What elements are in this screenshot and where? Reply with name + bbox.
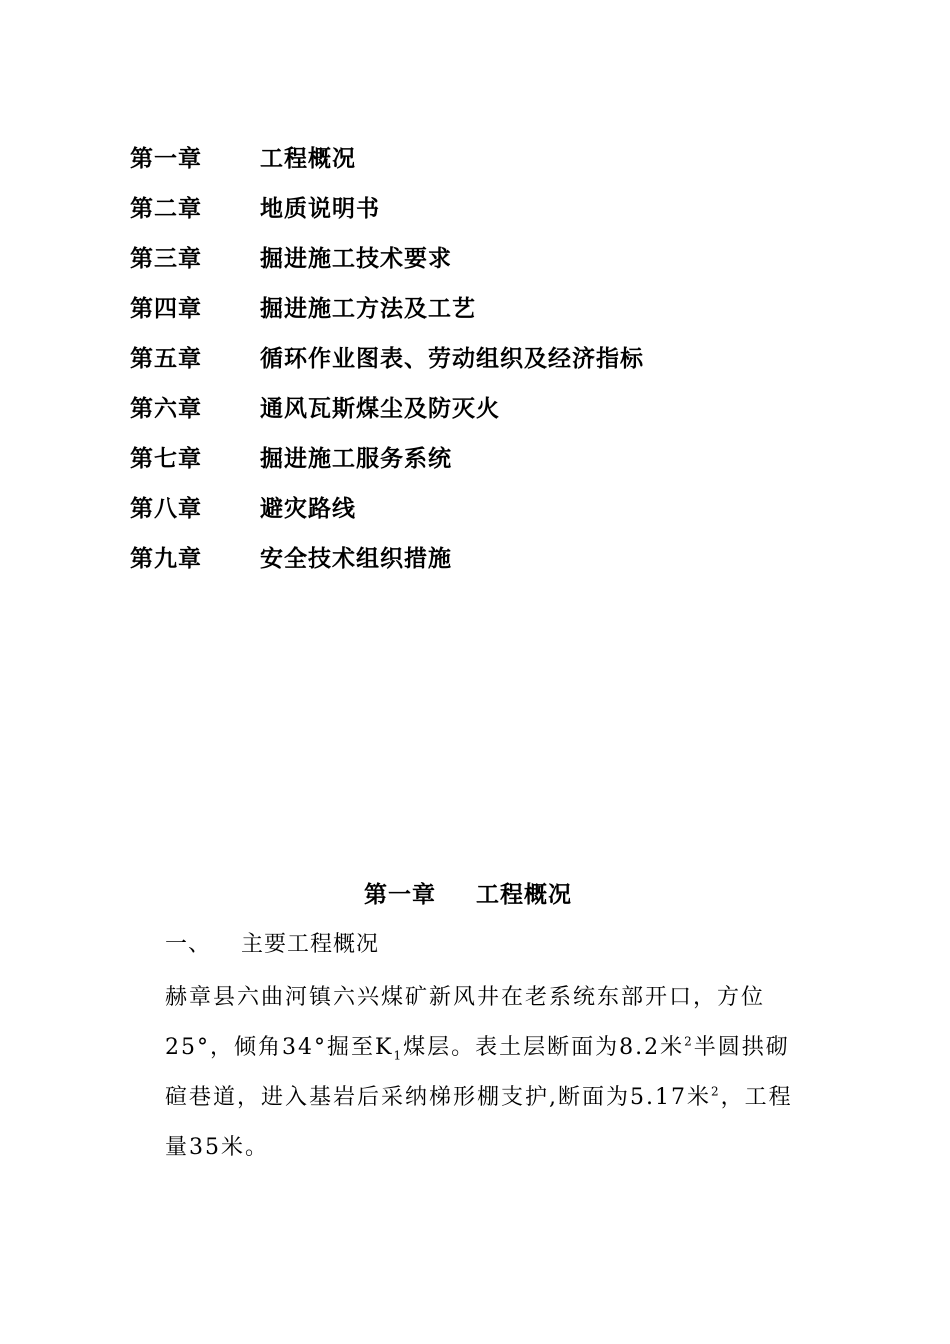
toc-item xyxy=(130,381,830,431)
toc-chapter-title: 通风瓦斯煤尘及防灭火 xyxy=(260,394,500,422)
toc-chapter-title: 循环作业图表、劳动组织及经济指标 xyxy=(260,344,644,372)
toc-chapter-title: 掘进施工方法及工艺 xyxy=(260,294,476,322)
toc-chapter-title: 工程概况 xyxy=(260,144,356,172)
toc-chapter-number: 第四章 xyxy=(130,294,202,322)
superscript: 2 xyxy=(684,1034,694,1049)
toc-chapter-number: 第七章 xyxy=(130,444,202,472)
toc-chapter-number: 第六章 xyxy=(130,394,202,422)
paragraph-text: 半圆拱砌碹巷道，进入基岩后采纳梯形棚支护,断面为5.17米 xyxy=(165,1035,790,1110)
toc-item xyxy=(130,531,830,581)
subheading xyxy=(165,927,379,958)
toc-chapter-number: 第五章 xyxy=(130,344,202,372)
section-heading xyxy=(0,876,936,909)
toc-item xyxy=(130,431,830,481)
subheading-text: 主要工程概况 xyxy=(241,932,380,957)
toc-chapter-title: 避灾路线 xyxy=(260,494,356,522)
toc-item xyxy=(130,281,830,331)
toc-item xyxy=(130,481,830,531)
body-paragraph xyxy=(165,973,810,1173)
toc-chapter-title: 地质说明书 xyxy=(260,194,380,222)
subscript: 1 xyxy=(393,1048,404,1063)
toc-chapter-number: 第三章 xyxy=(130,244,202,272)
toc-chapter-title: 掘进施工服务系统 xyxy=(260,444,452,472)
superscript: 2 xyxy=(710,1084,721,1099)
toc-chapter-title: 掘进施工技术要求 xyxy=(260,244,452,272)
toc-chapter-number: 第二章 xyxy=(130,194,202,222)
paragraph-text: 赫章县六曲河镇六兴煤矿新风井在老系统东部开口，方位25°，倾角34°掘至K xyxy=(165,985,766,1060)
toc-chapter-number: 第一章 xyxy=(130,144,202,172)
paragraph-text: ，工程量35米。 xyxy=(165,1085,793,1160)
toc-item xyxy=(130,131,830,181)
section-chapter-number: 第一章 xyxy=(364,881,436,908)
toc-item xyxy=(130,331,830,381)
section-chapter-title: 工程概况 xyxy=(476,881,572,908)
toc-item xyxy=(130,231,830,281)
toc-chapter-number: 第九章 xyxy=(130,544,202,572)
toc-chapter-number: 第八章 xyxy=(130,494,202,522)
subheading-number: 一、 xyxy=(165,932,212,957)
paragraph-text: 煤层。表土层断面为8.2米 xyxy=(403,1035,685,1060)
toc-item xyxy=(130,181,830,231)
table-of-contents xyxy=(130,131,830,581)
toc-chapter-title: 安全技术组织措施 xyxy=(260,544,452,572)
